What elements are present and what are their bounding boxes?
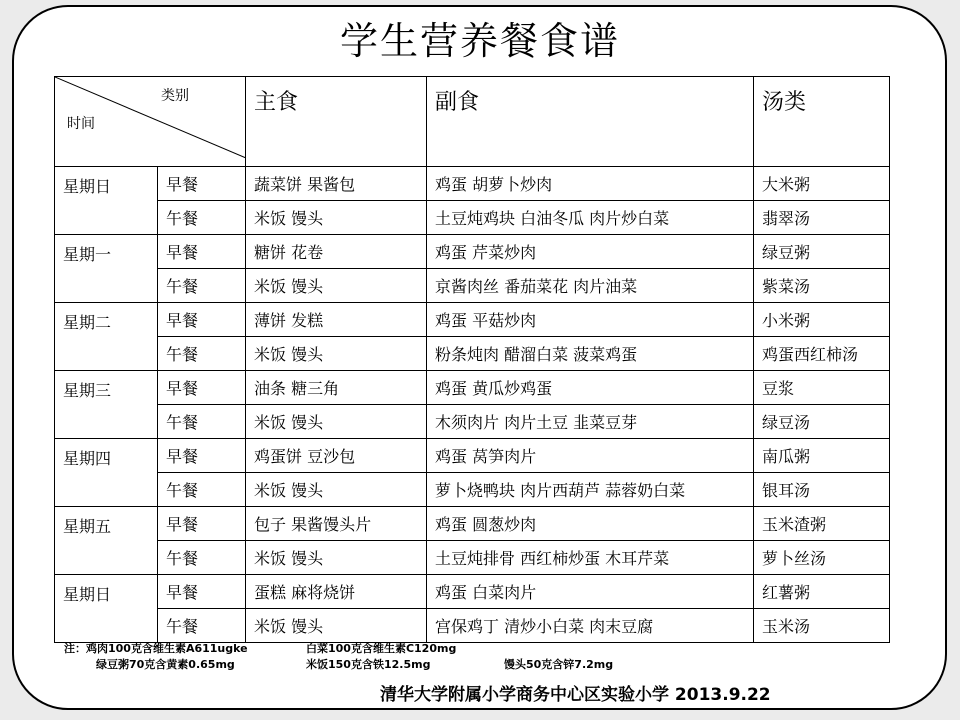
staple-cell: 米饭 馒头 — [246, 609, 427, 643]
table-row — [55, 201, 890, 235]
meal-cell: 早餐 — [158, 167, 246, 201]
meal-cell: 午餐 — [158, 405, 246, 439]
table-row — [55, 405, 890, 439]
meal-cell: 早餐 — [158, 235, 246, 269]
side-dish-cell: 鸡蛋 平菇炒肉 — [427, 303, 754, 337]
meal-cell: 午餐 — [158, 269, 246, 303]
table-row — [55, 439, 890, 473]
staple-cell: 油条 糖三角 — [246, 371, 427, 405]
soup-cell: 南瓜粥 — [754, 439, 890, 473]
soup-cell: 玉米渣粥 — [754, 507, 890, 541]
side-dish-cell: 土豆炖鸡块 白油冬瓜 肉片炒白菜 — [427, 201, 754, 235]
side-dish-cell: 土豆炖排骨 西红柿炒蛋 木耳芹菜 — [427, 541, 754, 575]
staple-cell: 米饭 馒头 — [246, 473, 427, 507]
side-dish-cell: 粉条炖肉 醋溜白菜 菠菜鸡蛋 — [427, 337, 754, 371]
table-header-row — [55, 77, 890, 167]
meal-cell: 午餐 — [158, 473, 246, 507]
side-dish-cell: 鸡蛋 黄瓜炒鸡蛋 — [427, 371, 754, 405]
meal-cell: 早餐 — [158, 507, 246, 541]
column-header-staple: 主食 — [246, 77, 427, 167]
time-label: 时间 — [67, 116, 95, 132]
soup-cell: 萝卜丝汤 — [754, 541, 890, 575]
soup-cell: 小米粥 — [754, 303, 890, 337]
meal-cell: 午餐 — [158, 541, 246, 575]
staple-cell: 包子 果酱馒头片 — [246, 507, 427, 541]
soup-cell: 鸡蛋西红柿汤 — [754, 337, 890, 371]
note-mungbean: 绿豆粥70克含黄素0.65mg — [96, 658, 235, 671]
meal-cell: 午餐 — [158, 201, 246, 235]
table-row — [55, 541, 890, 575]
table-row — [55, 337, 890, 371]
soup-cell: 绿豆粥 — [754, 235, 890, 269]
note-rice: 米饭150克含铁12.5mg — [306, 658, 431, 671]
meal-cell: 午餐 — [158, 609, 246, 643]
meal-cell: 早餐 — [158, 575, 246, 609]
soup-cell: 银耳汤 — [754, 473, 890, 507]
day-cell: 星期二 — [55, 303, 158, 371]
meal-cell: 早餐 — [158, 303, 246, 337]
column-header-side: 副食 — [427, 77, 754, 167]
staple-cell: 米饭 馒头 — [246, 337, 427, 371]
table-row — [55, 473, 890, 507]
meal-cell: 早餐 — [158, 439, 246, 473]
side-dish-cell: 木须肉片 肉片土豆 韭菜豆芽 — [427, 405, 754, 439]
table-row — [55, 269, 890, 303]
day-cell: 星期日 — [55, 575, 158, 643]
note-cabbage: 白菜100克含维生素C120mg — [306, 642, 457, 655]
table-row — [55, 609, 890, 643]
side-dish-cell: 京酱肉丝 番茄菜花 肉片油菜 — [427, 269, 754, 303]
corner-header-cell — [55, 77, 246, 167]
staple-cell: 米饭 馒头 — [246, 269, 427, 303]
staple-cell: 蛋糕 麻将烧饼 — [246, 575, 427, 609]
day-cell: 星期四 — [55, 439, 158, 507]
table-row — [55, 507, 890, 541]
soup-cell: 紫菜汤 — [754, 269, 890, 303]
staple-cell: 米饭 馒头 — [246, 201, 427, 235]
table-row — [55, 167, 890, 201]
meal-cell: 早餐 — [158, 371, 246, 405]
day-cell: 星期日 — [55, 167, 158, 235]
soup-cell: 红薯粥 — [754, 575, 890, 609]
soup-cell: 翡翠汤 — [754, 201, 890, 235]
meal-cell: 午餐 — [158, 337, 246, 371]
table-row — [55, 575, 890, 609]
side-dish-cell: 鸡蛋 芹菜炒肉 — [427, 235, 754, 269]
side-dish-cell: 萝卜烧鸭块 肉片西葫芦 蒜蓉奶白菜 — [427, 473, 754, 507]
table-row — [55, 235, 890, 269]
table-row — [55, 303, 890, 337]
column-header-soup: 汤类 — [754, 77, 890, 167]
side-dish-cell: 鸡蛋 白菜肉片 — [427, 575, 754, 609]
note-chicken: 注：鸡肉100克含维生素A611ugke — [64, 642, 248, 655]
page-title: 学生营养餐食谱 — [339, 19, 620, 63]
school-footer: 清华大学附属小学商务中心区实验小学 2013.9.22 — [380, 685, 771, 705]
staple-cell: 蔬菜饼 果酱包 — [246, 167, 427, 201]
side-dish-cell: 宫保鸡丁 清炒小白菜 肉末豆腐 — [427, 609, 754, 643]
side-dish-cell: 鸡蛋 莴笋肉片 — [427, 439, 754, 473]
note-bun: 馒头50克含锌7.2mg — [504, 658, 614, 671]
day-cell: 星期三 — [55, 371, 158, 439]
day-cell: 星期一 — [55, 235, 158, 303]
soup-cell: 玉米汤 — [754, 609, 890, 643]
side-dish-cell: 鸡蛋 胡萝卜炒肉 — [427, 167, 754, 201]
staple-cell: 薄饼 发糕 — [246, 303, 427, 337]
category-label: 类别 — [161, 88, 189, 104]
day-cell: 星期五 — [55, 507, 158, 575]
menu-table — [54, 76, 890, 643]
soup-cell: 大米粥 — [754, 167, 890, 201]
staple-cell: 米饭 馒头 — [246, 541, 427, 575]
staple-cell: 米饭 馒头 — [246, 405, 427, 439]
table-row — [55, 371, 890, 405]
staple-cell: 鸡蛋饼 豆沙包 — [246, 439, 427, 473]
side-dish-cell: 鸡蛋 圆葱炒肉 — [427, 507, 754, 541]
soup-cell: 豆浆 — [754, 371, 890, 405]
soup-cell: 绿豆汤 — [754, 405, 890, 439]
staple-cell: 糖饼 花卷 — [246, 235, 427, 269]
